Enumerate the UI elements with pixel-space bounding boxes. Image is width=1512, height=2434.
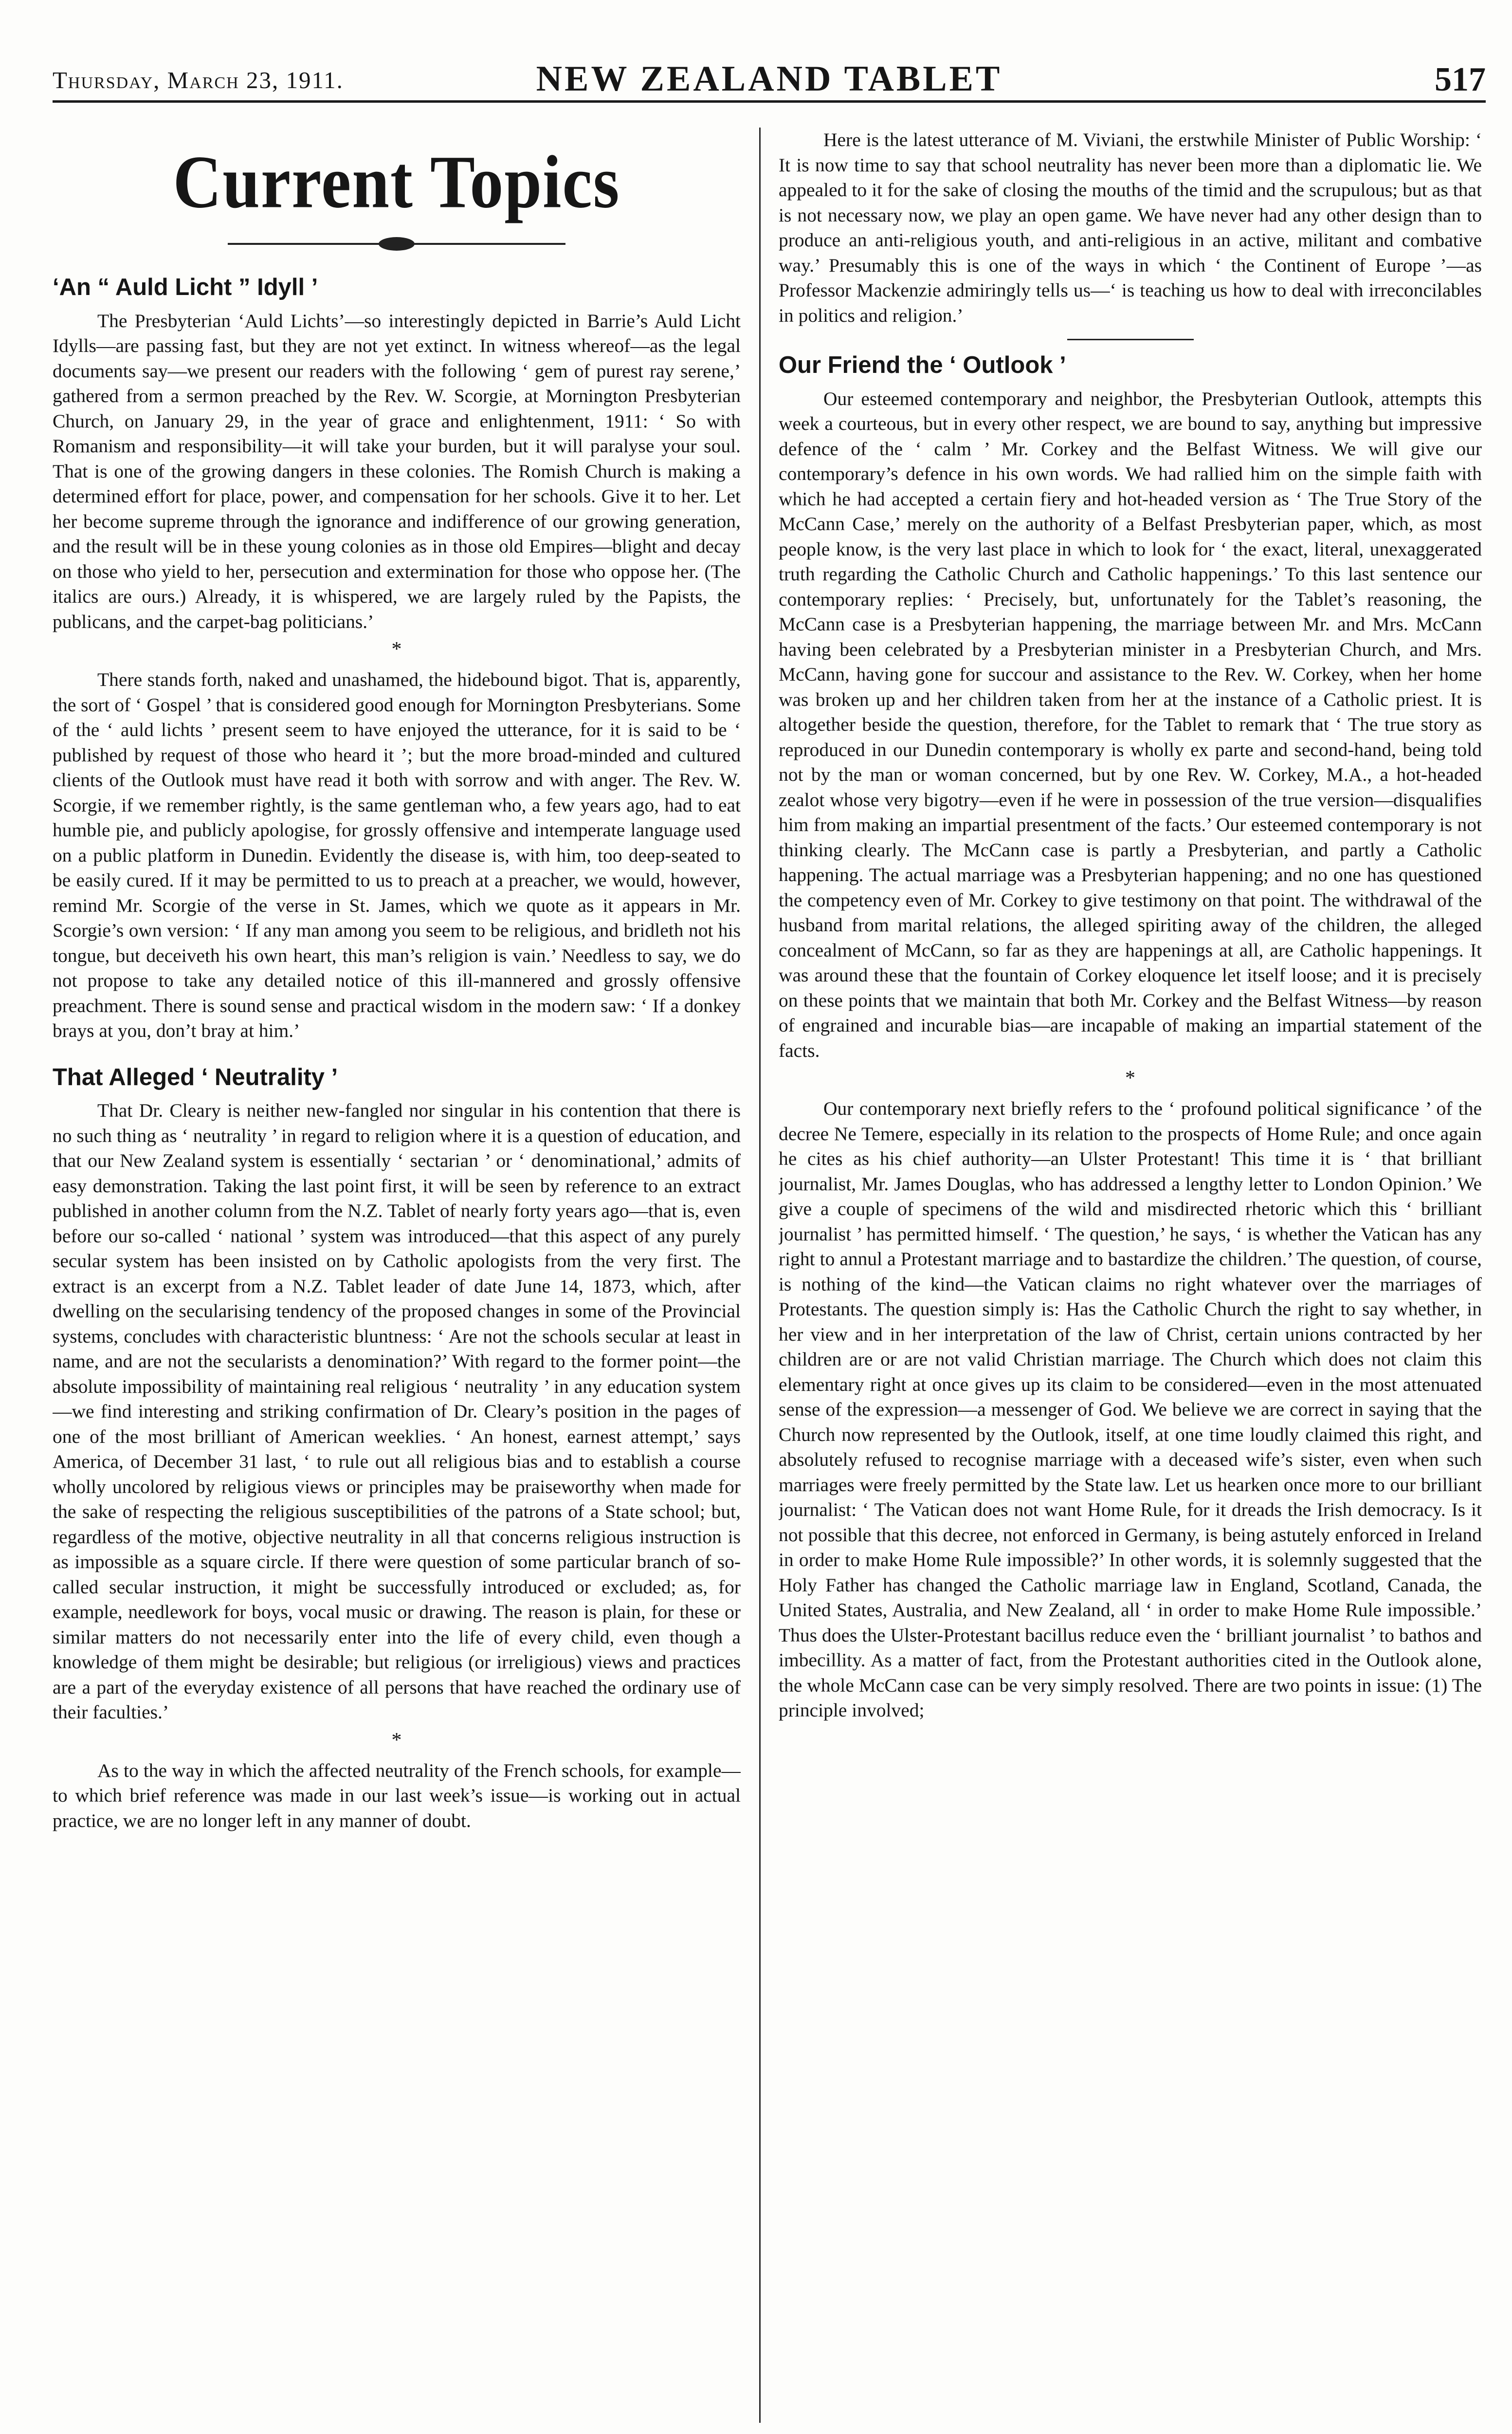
issue-date: Thursday, March 23, 1911. xyxy=(53,67,344,93)
heading-auld-licht-idyll: ‘An “ Auld Licht ” Idyll ’ xyxy=(53,274,318,300)
page-header xyxy=(53,58,1486,103)
section-asterisk: * xyxy=(391,1729,402,1752)
page-number: 517 xyxy=(1435,61,1486,98)
paragraph: As to the way in which the affected neutrality of the French schools, for example—to which brief reference was made in our last week’s issue—is working out in actual practice, we are no longer left in any manner of doubt. xyxy=(53,1759,741,1831)
header-rule xyxy=(53,100,1486,103)
masthead-title: NEW ZEALAND TABLET xyxy=(536,59,1002,99)
paragraph: That Dr. Cleary is neither new-fangled nor singular in his contention that there is no such thing as ‘ neutrality ’ in regard to religion where it is a question of education, and that our New Zealand system is essentially ‘ sectarian ’ or ‘ denominational,’ admits of easy demonstration. Taking the last point first, it will be seen by reference to an extract published in another column from the N.Z. Tablet of nearly forty years ago—that is, even before our so-called ‘ national ’ system was introduced—that this aspect of any purely secular system has been insisted on by Catholic apologists from the very first. The extract is an excerpt from a N.Z. Tablet leader of date June 14, 1873, which, after dwelling on the secularising tendency of the proposed changes in some of the Provincial systems, concludes with characteristic bluntness: ‘ Are not the schools secular at least in name, and are not the secularists a denomination?’ With regard to the former point—the absolute impossibility of maintaining real religious ‘ neutrality ’ in any education system—we find interesting and striking confirmation of Dr. Cleary’s position in the pages of one of the most brilliant of American weeklies. ‘ An honest, earnest attempt,’ says America, of December 31 last, ‘ to rule out all religious bias and to establish a course wholly uncolored by religious views or principles may be praiseworthy when made for the sake of respecting the religious susceptibilities of the patrons of a State school; but, regardless of the motive, objective neutrality in all that concerns religious instruction is as impossible as a square circle. If there were question of some particular branch of so-called secular instruction, it might be successfully introduced or excluded; as, for example, needlework for boys, vocal music or drawing. The reason is plain, for these or similar matters do not necessarily enter into the life of every child, even though a knowledge of them might be desirable; but religious (or irreligious) views and practices are a part of the everyday existence of all persons that have reached the ordinary use of their faculties.’ xyxy=(53,1100,741,1723)
title-ornament xyxy=(53,238,741,250)
heading-our-friend-outlook: Our Friend the ‘ Outlook ’ xyxy=(779,352,1066,378)
heading-alleged-neutrality: That Alleged ‘ Neutrality ’ xyxy=(53,1064,338,1090)
paragraph: Our contemporary next briefly refers to the ‘ profound political significance ’ of the decree Ne Temere, especially in its relation to the prospects of Home Rule; and once again he cites as his chief authority—an Ulster Protestant! This time it is ‘ that brilliant journalist, Mr. James Douglas, who has addressed a lengthy letter to London Opinion.’ We give a couple of specimens of the wild and misdirected rhetoric which this ‘ brilliant journalist ’ has permitted himself. ‘ The question,’ he says, ‘ is whether the Vatican has any right to annul a Protestant marriage and to bastardize the children.’ The question, of course, is nothing of the kind—the Vatican claims no right whatever over the marriages of Protestants. The question simply is: Has the Catholic Church the right to say whether, in her view and in her interpretation of the law of Christ, certain unions contracted by her children are or are not valid Christian marriage. The Church which does not claim this elementary right at once gives up its claim to be considered—even in the most attenuated sense of the expression—a messenger of God. We believe we are correct in saying that the Church now represented by the Outlook, itself, at one time loudly claimed this right, and absolutely refused to recognise marriage with a deceased wife’s sister, even when such marriages were freely permitted by the State law. Let us hearken once more to our brilliant journalist: ‘ The Vatican does not want Home Rule, for it dreads the Irish democracy. Is it not possible that this decree, not enforced in Germany, is being astutely enforced in Ireland in order to make Home Rule impossible?’ In other words, it is solemnly suggested that the Holy Father has changed the Catholic marriage law in England, Scotland, Canada, the United States, Australia, and New Zealand, all ‘ in order to make Home Rule impossible.’ Thus does the Ulster-Protestant bacillus reduce even the ‘ brilliant journalist ’ to bathos and imbecillity. As a matter of fact, from the Protestant authorities cited in the Outlook alone, the whole McCann case can be very simply resolved. There are two points in issue: (1) The principle involved; xyxy=(779,1098,1482,1721)
section-asterisk: * xyxy=(391,638,402,661)
left-column xyxy=(53,128,741,2423)
paragraph: Our esteemed contemporary and neighbor, the Presbyterian Outlook, attempts this week a courteous, but in every other respect, we are bound to say, anything but impressive defence of the ‘ calm ’ Mr. Corkey and the Belfast Witness. We will give our contemporary’s defence in his own words. We had rallied him on the simple faith with which he had accepted a certain fiery and hot-headed version as ‘ The True Story of the McCann Case,’ merely on the authority of a Belfast Presbyterian paper, which, as most people know, is the very last place in which to look for ‘ the exact, literal, unexaggerated truth regarding the Catholic Church and Catholic happenings.’ To this last sentence our contemporary replies: ‘ Precisely, but, unfortunately for the Tablet’s reasoning, the McCann case is a Presbyterian happening, the marriage between Mr. and Mrs. McCann having been celebrated by a Presbyterian minister in a Presbyterian Church, and Mrs. McCann, having gone for succour and assistance to the Rev. W. Corkey, when her home was broken up and her children taken from her at the instance of a Catholic priest. It is altogether beside the question, therefore, for the Tablet to remark that ‘ The true story as reproduced in our Dunedin contemporary is wholly ex parte and second-hand, being told not by the man or woman concerned, but by one Rev. W. Corkey, M.A., a hot-headed zealot whose very bigotry—even if he were in possession of the true version—disqualifies him from making an impartial presentment of the facts.’ Our esteemed contemporary is not thinking clearly. The McCann case is partly a Presbyterian, and partly a Catholic happening. The actual marriage was a Presbyterian happening; and no one has questioned the competency even of Mr. Corkey to give testimony on that point. The withdrawal of the husband from marital relations, the alleged spiriting away of the children, the alleged concealment of McCann, so far as they are happenings at all, are Catholic happenings. It was around these that the fountain of Corkey eloquence let itself loose; and it is precisely on these points that we maintain that both Mr. Corkey and the Belfast Witness—by reason of engrained and incurable bias—are incapable of making an impartial statement of the facts. xyxy=(779,387,1482,1061)
paragraph: The Presbyterian ‘Auld Lichts’—so interestingly depicted in Barrie’s Auld Licht Idylls—are passing fast, but they are not yet extinct. In witness whereof—as the legal documents say—we present our readers with the following ‘ gem of purest ray serene,’ gathered from a sermon preached by the Rev. W. Scorgie, at Mornington Presbyterian Church, on January 29, in the year of grace and enlightenment, 1911: ‘ So with Romanism and responsibility—it will take your burden, but it will paralyse your soul. That is one of the growing dangers in these colonies. The Romish Church is making a determined effort for place, power, and compensation for her schools. Give it to her. Let her become supreme through the ignorance and indifference of our growing generation, and the result will be in these young colonies as in those old Empires—blight and decay on those who yield to her, persecution and extermination for those who oppose her. (The italics are ours.) Already, it is whispered, we are largely ruled by the Papists, the publicans, and the carpet-bag politicians.’ xyxy=(53,310,741,632)
paragraph: There stands forth, naked and unashamed, the hidebound bigot. That is, apparently, the sort of ‘ Gospel ’ that is considered good enough for Mornington Presbyterians. Some of the ‘ auld lichts ’ present seem to have enjoyed the utterance, for it is said to be ‘ published by request of those who heard it ’; but the more broad-minded and cultured clients of the Outlook must have read it both with sorrow and with anger. The Rev. W. Scorgie, if we remember rightly, is the same gentleman who, a few years ago, had to eat humble pie, and publicly apologise, for grossly offensive and intemperate language used on a public platform in Dunedin. Evidently the disease is, with him, too deep-seated to be easily cured. If it may be permitted to us to preach at a preacher, we would, however, remind Mr. Scorgie of the verse in St. James, which we quote as it appears in Mr. Scorgie’s own version: ‘ If any man among you seem to be religious, and bridleth not his tongue, but deceiveth his own heart, this man’s religion is vain.’ Needless to say, we do not propose to take any detailed notice of this ill-mannered and grossly offensive preachment. There is sound sense and practical wisdom in the modern saw: ‘ If a donkey brays at you, don’t bray at him.’ xyxy=(53,669,741,1042)
paragraph: Here is the latest utterance of M. Viviani, the erstwhile Minister of Public Worship: ‘ It is now time to say that school neutrality has never been more than a diplomatic lie. We appealed to it for the sake of closing the mouths of the timid and the scrupulous; but as that is not necessary now, we play an open game. We have never had any other design than to produce an anti-religious youth, and anti-religious in an active, militant and combative way.’ Presumably this is one of the ways in which ‘ the Continent of Europe ’—as Professor Mackenzie admiringly tells us—‘ is teaching us how to deal with irreconcilables in politics and religion.’ xyxy=(779,129,1482,326)
section-title: Current Topics xyxy=(173,140,620,224)
section-rule xyxy=(1067,339,1194,340)
right-column xyxy=(779,128,1482,2423)
column-separator xyxy=(759,128,761,2423)
section-asterisk: * xyxy=(1125,1067,1135,1090)
